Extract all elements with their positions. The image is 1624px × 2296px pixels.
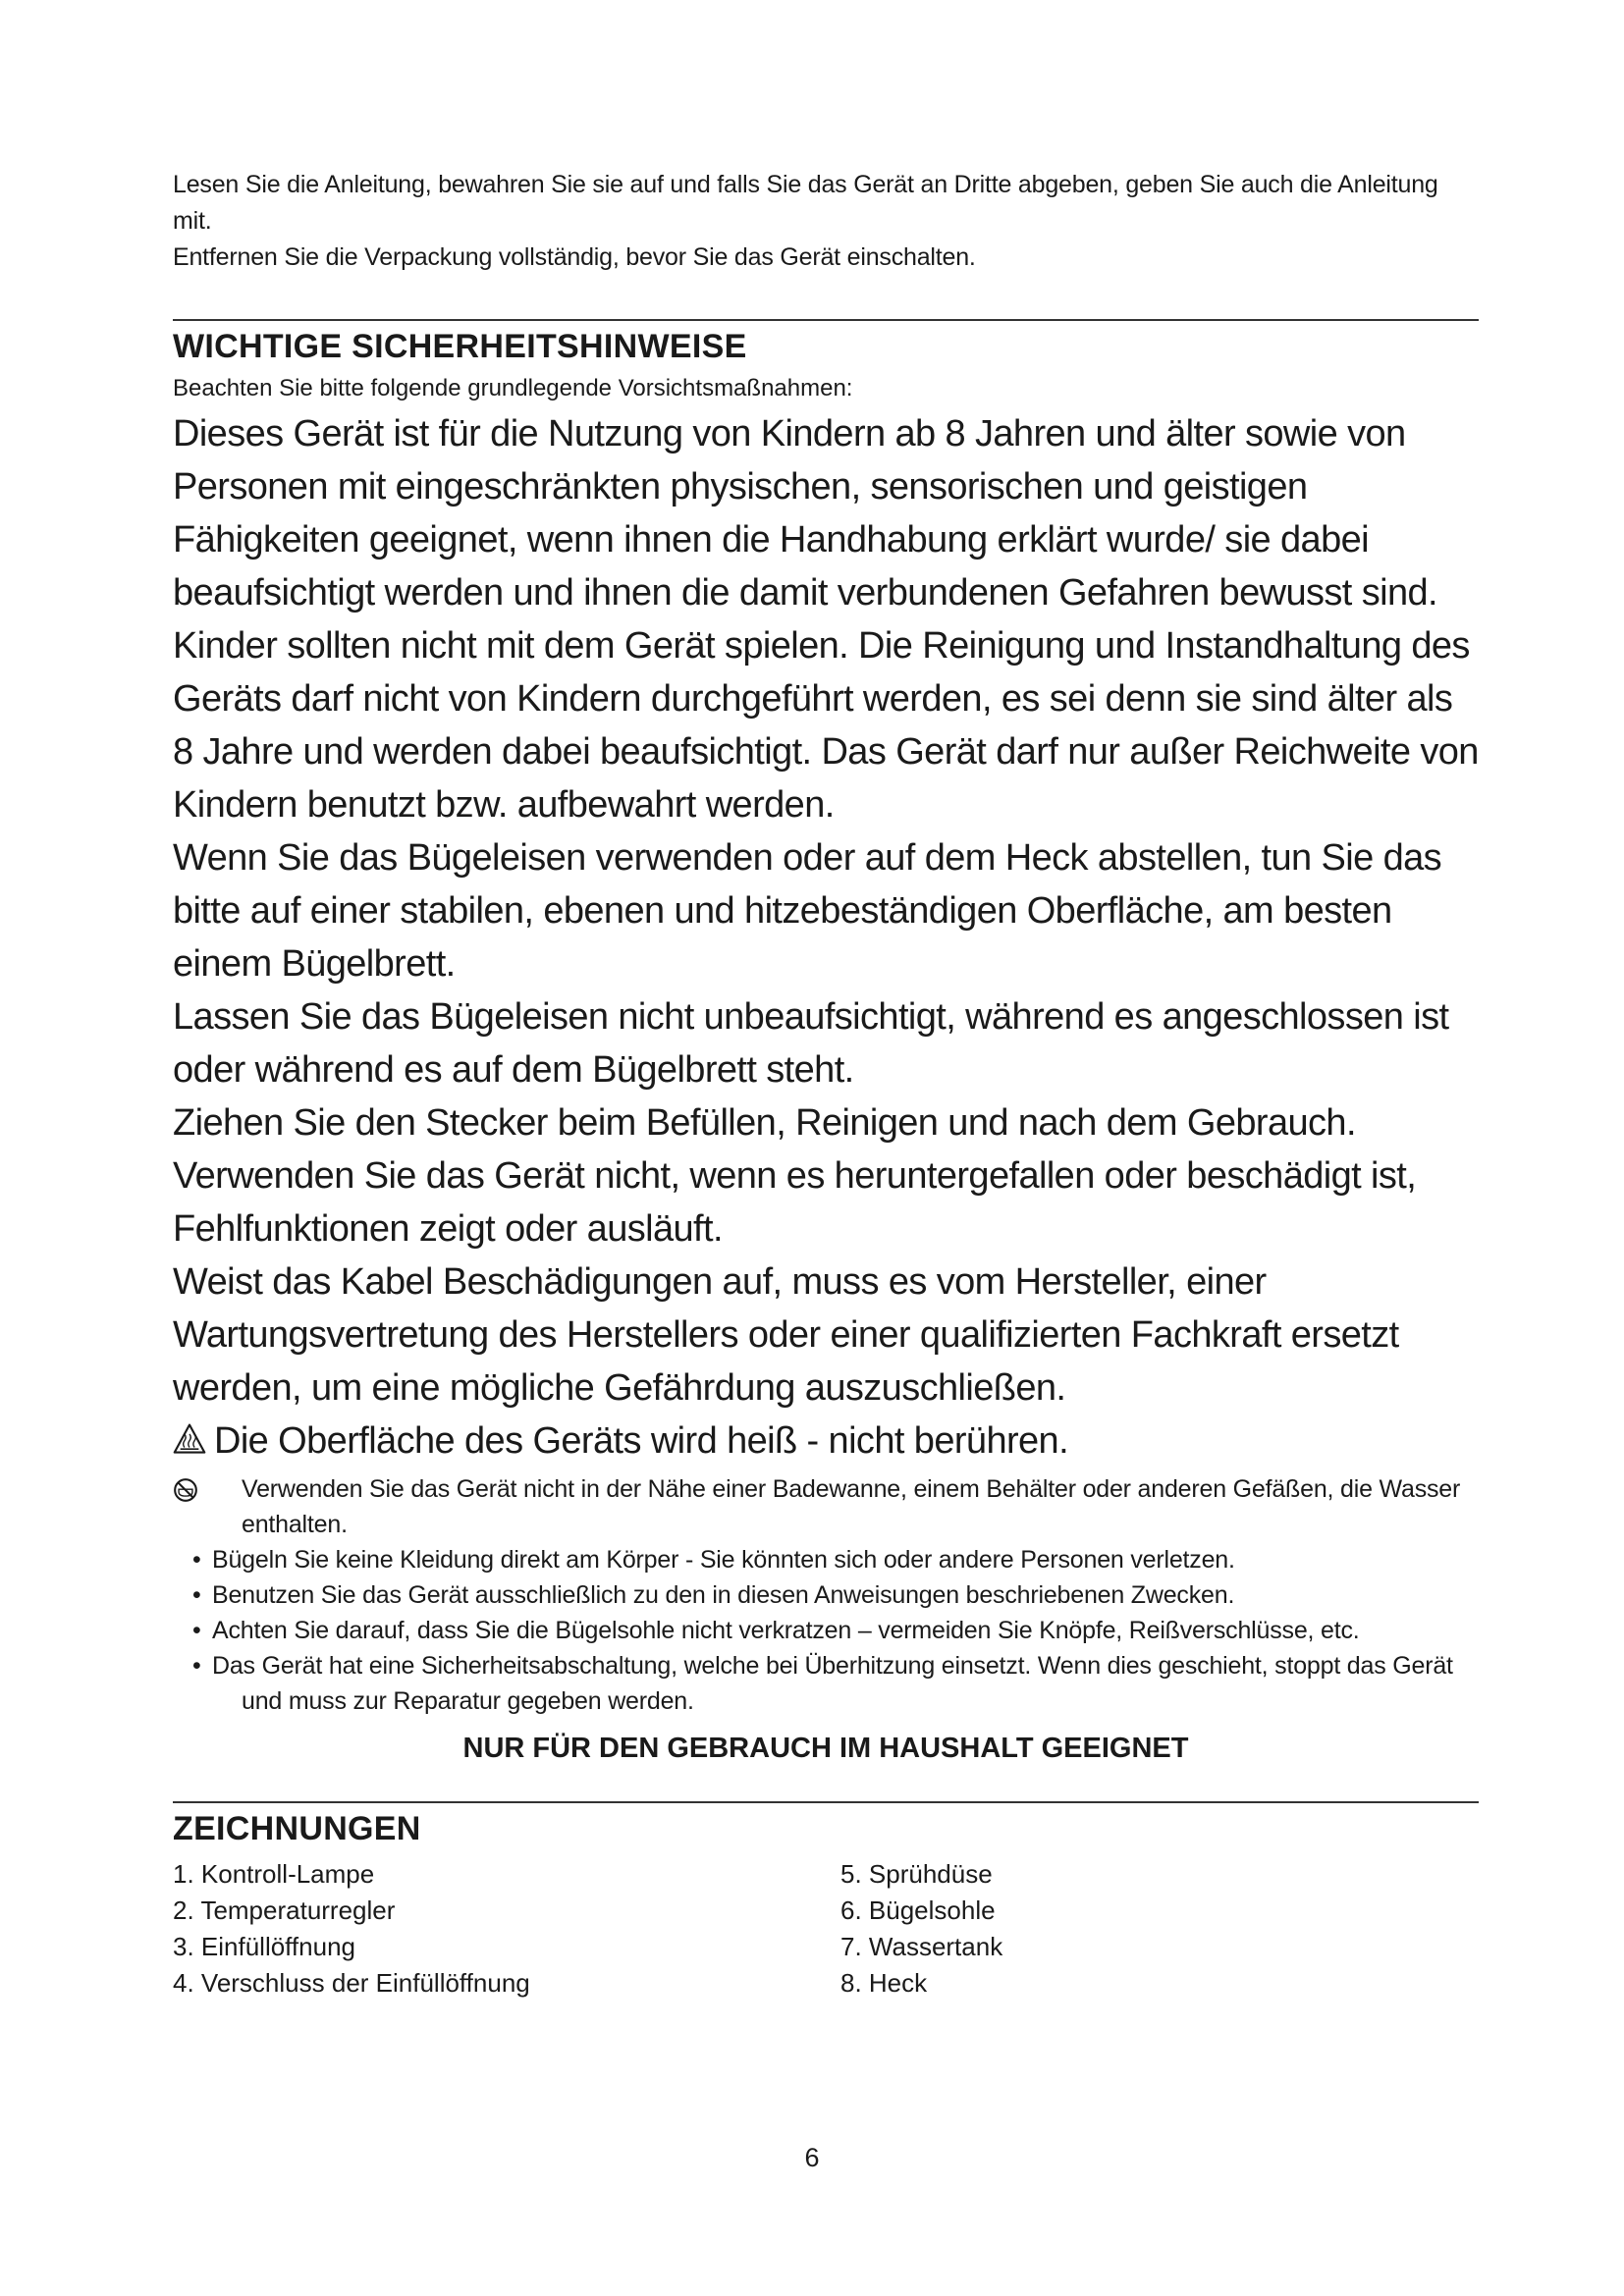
list-item: 5. Sprühdüse	[840, 1859, 993, 1889]
bullet-text: Bügeln Sie keine Kleidung direkt am Körper - Sie könnten sich oder andere Personen verletzen.	[212, 1546, 1235, 1574]
drawings-section	[173, 1809, 1479, 2002]
section-divider	[173, 319, 1479, 321]
list-item	[173, 1577, 1479, 1613]
manual-page	[173, 167, 1479, 2002]
no-water-text: Verwenden Sie das Gerät nicht in der Nähe einer Badewanne, einem Behälter oder anderen Gefäßen, die Wasser enthalten.	[242, 1475, 1461, 1538]
bullet-text: Benutzen Sie das Gerät ausschließlich zu den in diesen Anweisungen beschriebenen Zwecken.	[212, 1581, 1235, 1609]
intro-line-2: Entfernen Sie die Verpackung vollständig, bevor Sie das Gerät einschalten.	[173, 243, 976, 271]
bullet-marker: •	[192, 1581, 201, 1609]
list-item: 4. Verschluss der Einfüllöffnung	[173, 1968, 530, 1998]
list-item: 7. Wassertank	[840, 1932, 1003, 1961]
bullet-marker: •	[192, 1546, 201, 1574]
safety-large-text	[173, 407, 1479, 1468]
hot-surface-warning	[173, 1415, 1479, 1468]
list-item: 8. Heck	[840, 1968, 928, 1998]
bullet-marker: •	[192, 1652, 201, 1680]
hot-surface-text: Die Oberfläche des Geräts wird heiß - nicht berühren.	[214, 1420, 1069, 1462]
list-item: 2. Temperaturregler	[173, 1896, 396, 1925]
bullet-text: Achten Sie darauf, dass Sie die Bügelsohle nicht verkratzen – vermeiden Sie Knöpfe, Reißverschlüsse, etc.	[212, 1617, 1360, 1644]
safety-section	[173, 327, 1479, 1768]
safety-paragraph: Lassen Sie das Bügeleisen nicht unbeaufsichtigt, während es angeschlossen ist oder während es auf dem Bügelbrett steht.	[173, 996, 1449, 1091]
list-item: 1. Kontroll-Lampe	[173, 1859, 375, 1889]
parts-list	[173, 1856, 1479, 2002]
safety-paragraph: Verwenden Sie das Gerät nicht, wenn es heruntergefallen oder beschädigt ist, Fehlfunktionen zeigt oder ausläuft.	[173, 1155, 1417, 1250]
safety-heading: WICHTIGE SICHERHEITSHINWEISE	[173, 328, 747, 365]
safety-paragraph: Dieses Gerät ist für die Nutzung von Kindern ab 8 Jahren und älter sowie von Personen mit eingeschränkten physischen, sensorischen und geistigen Fähigkeiten geeignet, wenn ihnen die Handhabung erklärt wurde/ sie dabei beaufsichtigt werden und ihnen die damit verbundenen Gefahren bewusst sind. Kinder sollten nicht mit dem Gerät spielen. Die Reinigung und Instandhaltung des Geräts darf nicht von Kindern durchgeführt werden, es sei denn sie sind älter als 8 Jahre und werden dabei beaufsichtigt. Das Gerät darf nur außer Reichweite von Kindern benutzt bzw. aufbewahrt werden.	[173, 413, 1479, 826]
list-item	[173, 1542, 1479, 1577]
safety-paragraph: Weist das Kabel Beschädigungen auf, muss es vom Hersteller, einer Wartungsvertretung des Herstellers oder einer qualifizierten Fachkraft ersetzt werden, um eine mögliche Gefährdung auszuschließen.	[173, 1261, 1399, 1409]
intro-line-1: Lesen Sie die Anleitung, bewahren Sie sie auf und falls Sie das Gerät an Dritte abgeben, geben Sie auch die Anleitung mit.	[173, 171, 1438, 235]
list-item	[173, 1613, 1479, 1648]
list-item	[173, 1648, 1479, 1719]
hot-surface-warning-icon	[173, 1422, 206, 1456]
page-number: 6	[804, 2143, 820, 2172]
safety-bullet-list	[173, 1542, 1479, 1719]
safety-subtitle: Beachten Sie bitte folgende grundlegende Vorsichtsmaßnahmen:	[173, 375, 853, 401]
parts-column-right	[840, 1856, 1331, 2002]
no-water-warning	[173, 1471, 1479, 1542]
safety-paragraph: Wenn Sie das Bügeleisen verwenden oder auf dem Heck abstellen, tun Sie das bitte auf einer stabilen, ebenen und hitzebeständigen Oberfläche, am besten einem Bügelbrett.	[173, 837, 1442, 985]
intro-section	[173, 167, 1479, 276]
safety-paragraph: Ziehen Sie den Stecker beim Befüllen, Reinigen und nach dem Gebrauch.	[173, 1102, 1356, 1144]
parts-column-left	[173, 1856, 840, 2002]
list-item: 3. Einfüllöffnung	[173, 1932, 355, 1961]
household-use-notice: NUR FÜR DEN GEBRAUCH IM HAUSHALT GEEIGNET	[462, 1733, 1189, 1764]
bullet-marker: •	[192, 1617, 201, 1644]
list-item: 6. Bügelsohle	[840, 1896, 996, 1925]
section-divider	[173, 1801, 1479, 1803]
no-bathtub-icon	[173, 1477, 198, 1503]
drawings-heading: ZEICHNUNGEN	[173, 1810, 421, 1847]
bullet-text: Das Gerät hat eine Sicherheitsabschaltung, welche bei Überhitzung einsetzt. Wenn dies geschieht, stoppt das Gerät und muss zur Reparatur gegeben werden.	[212, 1652, 1453, 1715]
